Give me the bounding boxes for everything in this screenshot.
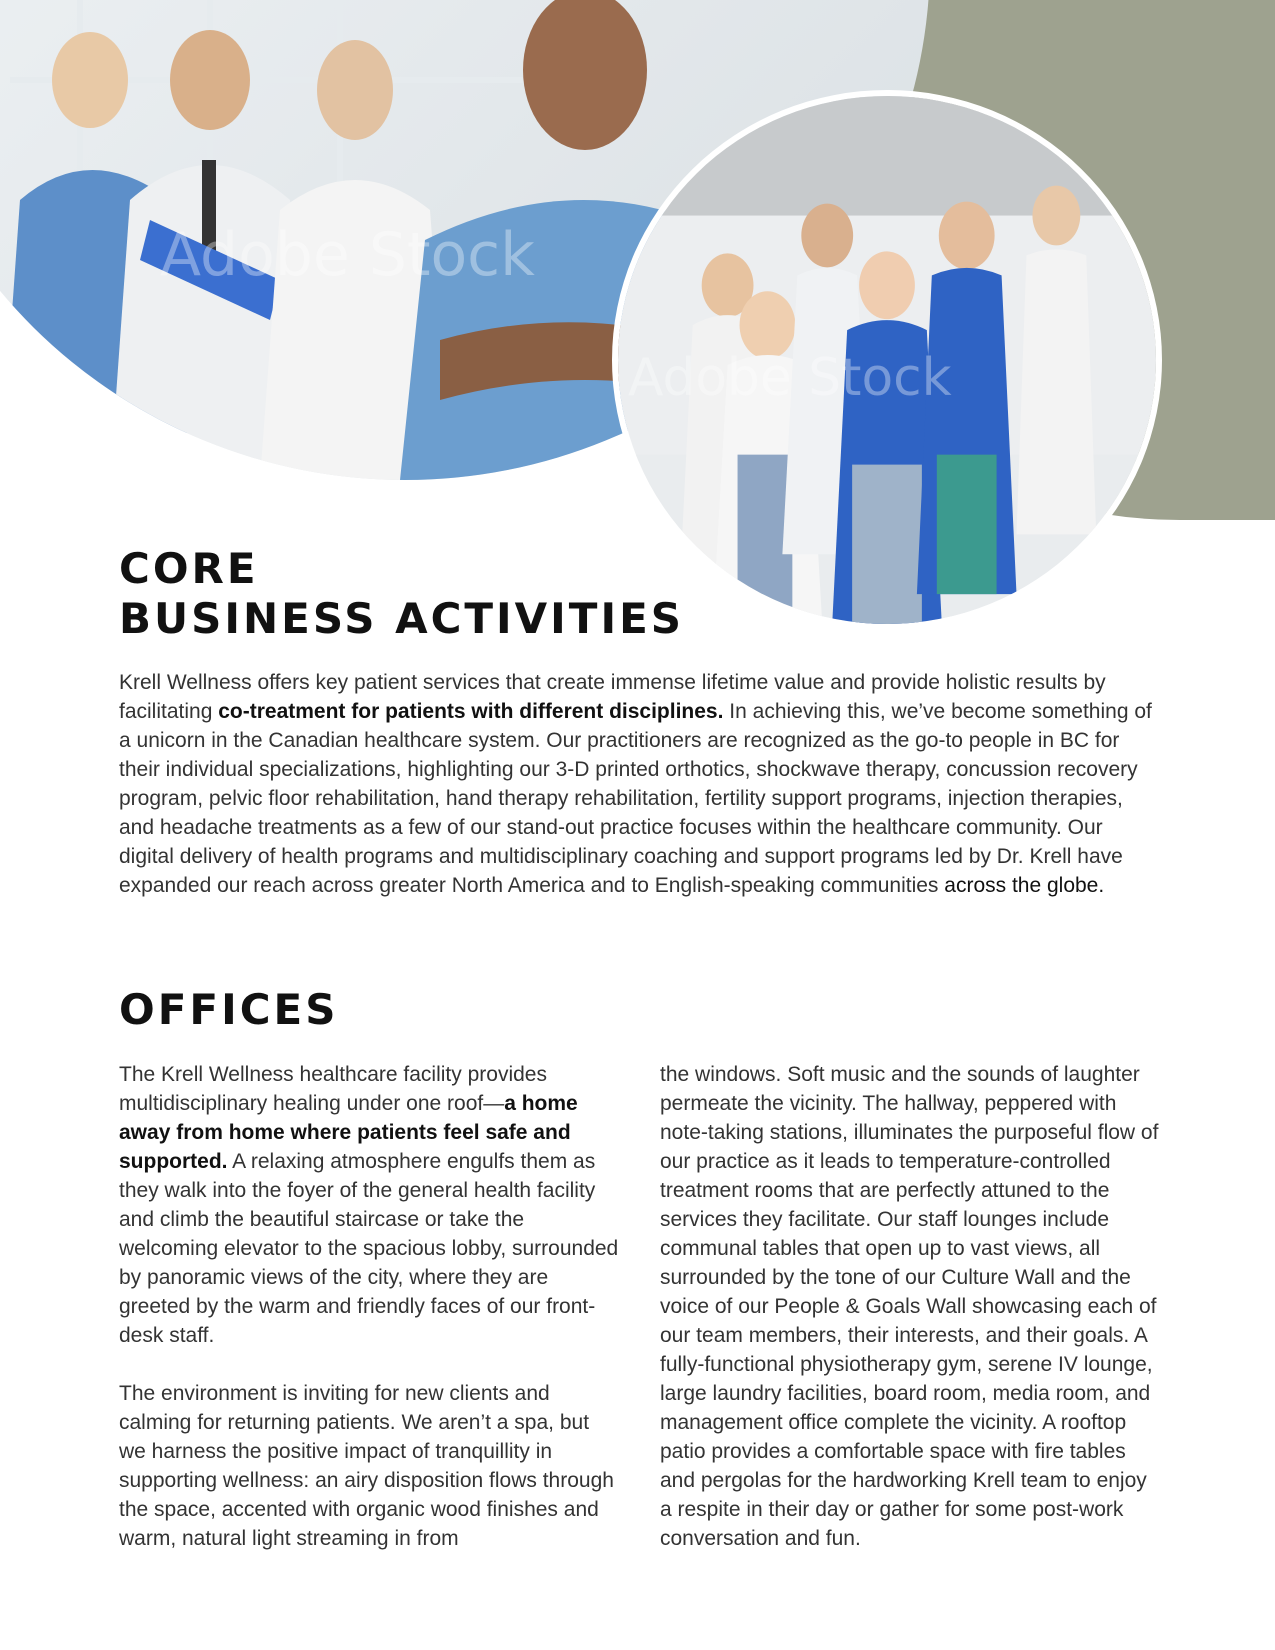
- core-business-paragraph: [119, 668, 1159, 900]
- offices-left-p2: The environment is inviting for new clients and calming for returning patients. We aren’t a spa, but we harness the positive impact of tranquillity in supporting wellness: an airy disposition flows through the space, accented with organic wood finishes and warm, natural light streaming in from: [119, 1382, 614, 1550]
- watermark-text: Adobe Stock: [160, 220, 535, 290]
- paragraph-gap: [119, 1350, 619, 1379]
- core-text-part3: across the globe.: [944, 874, 1105, 897]
- offices-left-column: [119, 1060, 619, 1553]
- offices-left-p1-bold: a home away from home where patients feel safe and supported.: [119, 1092, 578, 1173]
- core-title-line1: CORE: [119, 544, 259, 593]
- core-text-part1: Krell Wellness offers key patient services that create immense lifetime value and provide holistic results by facilitating: [119, 671, 1106, 723]
- core-text-bold: co-treatment for patients with different disciplines.: [218, 700, 724, 723]
- core-business-title: [119, 544, 684, 644]
- staff-group-photo: [612, 90, 1162, 630]
- offices-right-p1: the windows. Soft music and the sounds of laughter permeate the vicinity. The hallway, peppered with note-taking stations, illuminates the purposeful flow of our practice as it leads to temperature-controlled treatment rooms that are perfectly attuned to the services they facilitate. Our staff lounges include communal tables that open up to vast views, all surrounded by the tone of our Culture Wall and the voice of our People & Goals Wall showcasing each of our team members, their interests, and their goals. A fully-functional physiotherapy gym, serene IV lounge, large laundry facilities, board room, media room, and management office complete the vicinity. A rooftop patio provides a comfortable space with fire tables and pergolas for the hardworking Krell team to enjoy a respite in their day or gather for some post-work conversation and fun.: [660, 1063, 1159, 1550]
- offices-title: OFFICES: [119, 985, 339, 1034]
- watermark-text: Adobe Stock: [627, 347, 952, 408]
- core-title-line2: BUSINESS ACTIVITIES: [119, 594, 685, 643]
- offices-left-p1-part2: A relaxing atmosphere engulfs them as they walk into the foyer of the general health facility and climb the beautiful staircase or take the welcoming elevator to the spacious lobby, surrounded by panoramic views of the city, where they are greeted by the warm and friendly faces of our front-desk staff.: [119, 1150, 619, 1347]
- core-text-part2: In achieving this, we’ve become something of a unicorn in the Canadian healthcare system. Our practitioners are recognized as the go-to people in BC for their individual specializations, highlighting our 3-D printed orthotics, shockwave therapy, concussion recovery program, pelvic floor rehabilitation, hand therapy rehabilitation, fertility support programs, injection therapies, and headache treatments as a few of our stand-out practice focuses within the healthcare community. Our digital delivery of health programs and multidisciplinary coaching and support programs led by Dr. Krell have expanded our reach across greater North America and to English-speaking communities: [119, 700, 1152, 897]
- offices-left-p1-part1: The Krell Wellness healthcare facility provides multidisciplinary healing under one roof—: [119, 1063, 547, 1115]
- offices-right-column: [660, 1060, 1160, 1553]
